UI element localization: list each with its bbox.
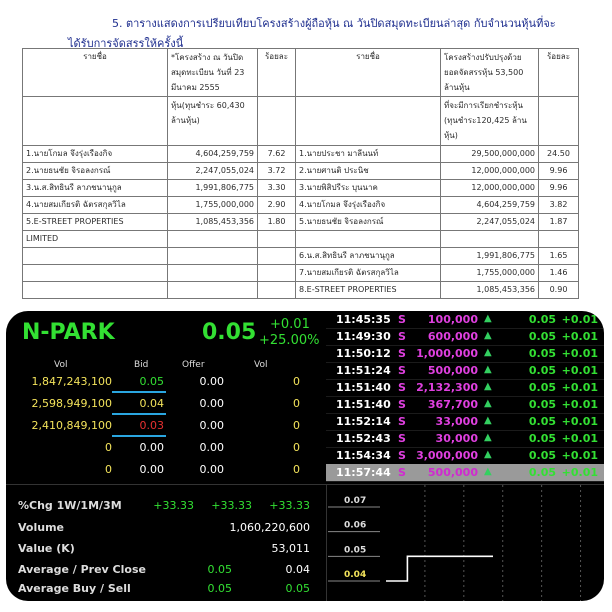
- row-name-right: 8.E-STREET PROPERTIES: [296, 282, 441, 299]
- avg-prev-label: Average / Prev Close: [18, 563, 146, 576]
- up-triangle-icon: ▲: [484, 364, 492, 375]
- tick-list[interactable]: [326, 311, 604, 483]
- row-percent-left: [258, 265, 296, 282]
- tick-time: 11:54:34: [336, 449, 391, 462]
- tick-row[interactable]: [326, 396, 604, 414]
- avg-buy-sell-label: Average Buy / Sell: [18, 582, 131, 595]
- row-shares-left: [168, 248, 258, 265]
- tick-row[interactable]: [326, 345, 604, 363]
- tick-row[interactable]: [326, 447, 604, 465]
- volume-label: Volume: [18, 521, 64, 534]
- table-row: [23, 214, 579, 231]
- row-name-right: 4.นายโกมล จึงรุ่งเรืองกิจ: [296, 197, 441, 214]
- avg-sell-value: 0.05: [285, 582, 310, 595]
- value-label: Value (K): [18, 542, 75, 555]
- col-header-bid: Bid: [134, 360, 149, 370]
- tick-row[interactable]: [326, 311, 604, 329]
- row-percent-left: 2.90: [258, 197, 296, 214]
- tick-price: 0.05: [528, 432, 556, 445]
- row-shares-right: 1,755,000,000: [441, 265, 539, 282]
- bid-volume[interactable]: 2,598,949,100: [31, 397, 112, 410]
- tick-volume: 367,700: [427, 398, 478, 411]
- row-percent-left: 3.30: [258, 180, 296, 197]
- price-change: +0.01: [270, 317, 310, 332]
- tick-volume: 500,000: [427, 364, 478, 377]
- bid-underline: [112, 391, 166, 393]
- tick-price: 0.05: [528, 449, 556, 462]
- row-name-left: LIMITED: [23, 231, 168, 248]
- offer-price[interactable]: 0.00: [199, 419, 224, 432]
- chg-1w: +33.33: [153, 499, 194, 512]
- avg-buy-value: 0.05: [207, 582, 232, 595]
- tick-price: 0.05: [528, 347, 556, 360]
- col-header-offer: Offer: [182, 360, 205, 370]
- tick-volume: 100,000: [427, 313, 478, 326]
- tick-price: 0.05: [528, 398, 556, 411]
- tick-side: S: [398, 466, 406, 479]
- bid-volume[interactable]: 1,847,243,100: [31, 375, 112, 388]
- chart-y-tick-label: 0.07: [344, 496, 367, 506]
- table-row: [23, 197, 579, 214]
- table-row: [23, 163, 579, 180]
- row-percent-left: 3.72: [258, 163, 296, 180]
- header-percent-right: ร้อยละ: [539, 49, 579, 97]
- divider: [326, 484, 327, 601]
- tick-side: S: [398, 330, 406, 343]
- tick-change: +0.01: [561, 398, 598, 411]
- bid-underline: [112, 413, 166, 415]
- shareholder-table: [22, 48, 579, 299]
- row-name-right: 5.นายธนชัย จิรอลงกรณ์: [296, 214, 441, 231]
- row-shares-right: 12,000,000,000: [441, 163, 539, 180]
- volume-value: 1,060,220,600: [229, 521, 310, 534]
- offer-volume[interactable]: 0: [293, 419, 300, 432]
- up-triangle-icon: ▲: [484, 449, 492, 460]
- table-row: [23, 146, 579, 163]
- tick-change: +0.01: [561, 381, 598, 394]
- tick-price: 0.05: [528, 330, 556, 343]
- row-name-right: 1.นายประชา มาลีนนท์: [296, 146, 441, 163]
- tick-time: 11:51:40: [336, 381, 391, 394]
- prev-close-value: 0.04: [285, 563, 310, 576]
- tick-side: S: [398, 449, 406, 462]
- chg-1m: +33.33: [211, 499, 252, 512]
- tick-time: 11:49:30: [336, 330, 391, 343]
- row-percent-right: 24.50: [539, 146, 579, 163]
- price-change-percent: +25.00%: [259, 333, 320, 348]
- header-structure-right: โครงสร้างปรับปรุงด้วยยอดจัดสรรหุ้น 53,500 ล้านหุ้น: [441, 49, 539, 97]
- bid-price[interactable]: 0.04: [139, 397, 164, 410]
- value-value: 53,011: [271, 542, 310, 555]
- document-title: 5. ตารางแสดงการเปรียบเทียบโครงสร้างผู้ถือหุ้น ณ วันปิดสมุดทะเบียนล่าสุด กับจำนวนหุ้นที่จะ: [112, 17, 556, 30]
- header-name-left: รายชื่อ: [23, 49, 168, 97]
- header-percent-left: ร้อยละ: [258, 49, 296, 97]
- row-name-left: [23, 282, 168, 299]
- row-name-right: 3.นายพิสิปรีระ บุนนาค: [296, 180, 441, 197]
- tick-volume: 1,000,000: [416, 347, 478, 360]
- row-name-left: 2.นายธนชัย จิรอลงกรณ์: [23, 163, 168, 180]
- tick-time: 11:52:43: [336, 432, 391, 445]
- stock-symbol[interactable]: N-PARK: [22, 320, 115, 345]
- row-shares-left: 1,755,000,000: [168, 197, 258, 214]
- bid-underline: [112, 435, 166, 437]
- tick-side: S: [398, 313, 406, 326]
- table-row: [23, 231, 579, 248]
- tick-side: S: [398, 364, 406, 377]
- bid-volume[interactable]: 0: [105, 463, 112, 476]
- row-percent-left: [258, 282, 296, 299]
- row-name-left: 4.นายสมเกียรติ ฉัตรสกุลวิไล: [23, 197, 168, 214]
- tick-volume: 33,000: [435, 415, 478, 428]
- row-shares-left: 4,604,259,759: [168, 146, 258, 163]
- chg-3m: +33.33: [269, 499, 310, 512]
- row-shares-left: 1,085,453,356: [168, 214, 258, 231]
- up-triangle-icon: ▲: [484, 330, 492, 341]
- bid-volume[interactable]: 2,410,849,100: [31, 419, 112, 432]
- row-name-left: 1.นายโกมล จึงรุ่งเรืองกิจ: [23, 146, 168, 163]
- chart-y-tick-label: 0.05: [344, 545, 367, 556]
- tick-change: +0.01: [561, 364, 598, 377]
- tick-time: 11:57:44: [336, 466, 391, 479]
- tick-side: S: [398, 398, 406, 411]
- row-shares-right: [441, 231, 539, 248]
- offer-price[interactable]: 0.00: [199, 375, 224, 388]
- tick-change: +0.01: [561, 313, 598, 326]
- tick-row[interactable]: [326, 328, 604, 346]
- tick-price: 0.05: [528, 381, 556, 394]
- row-percent-left: 7.62: [258, 146, 296, 163]
- average-value: 0.05: [207, 563, 232, 576]
- row-name-right: 2.นายศานติ ประนิช: [296, 163, 441, 180]
- row-shares-right: 29,500,000,000: [441, 146, 539, 163]
- row-percent-right: 0.90: [539, 282, 579, 299]
- row-shares-right: 4,604,259,759: [441, 197, 539, 214]
- stock-quote-panel: [6, 311, 604, 601]
- table-row: [23, 248, 579, 265]
- col-header-bid-vol: Vol: [54, 360, 68, 370]
- tick-price: 0.05: [528, 313, 556, 326]
- header-structure-left: *โครงสร้าง ณ วันปิดสมุดทะเบียน วันที่ 23 มีนาคม 2555: [168, 49, 258, 97]
- offer-volume[interactable]: 0: [293, 463, 300, 476]
- row-percent-left: [258, 248, 296, 265]
- bid-volume[interactable]: 0: [105, 441, 112, 454]
- row-percent-right: 1.46: [539, 265, 579, 282]
- row-percent-right: 9.96: [539, 163, 579, 180]
- tick-change: +0.01: [561, 330, 598, 343]
- table-row: [23, 180, 579, 197]
- table-row: [23, 282, 579, 299]
- up-triangle-icon: ▲: [484, 313, 492, 324]
- tick-time: 11:50:12: [336, 347, 391, 360]
- tick-change: +0.01: [561, 466, 598, 479]
- row-shares-right: 12,000,000,000: [441, 180, 539, 197]
- last-price: 0.05: [202, 320, 257, 345]
- tick-time: 11:52:14: [336, 415, 391, 428]
- chart-y-tick-label: 0.06: [344, 520, 367, 531]
- row-percent-left: 1.80: [258, 214, 296, 231]
- tick-side: S: [398, 415, 406, 428]
- offer-volume[interactable]: 0: [293, 397, 300, 410]
- tick-change: +0.01: [561, 432, 598, 445]
- row-name-right: [296, 231, 441, 248]
- row-name-left: [23, 265, 168, 282]
- offer-volume[interactable]: 0: [293, 375, 300, 388]
- up-triangle-icon: ▲: [484, 415, 492, 426]
- tick-side: S: [398, 381, 406, 394]
- tick-volume: 500,000: [427, 466, 478, 479]
- up-triangle-icon: ▲: [484, 432, 492, 443]
- tick-row[interactable]: [326, 362, 604, 380]
- row-shares-left: 1,991,806,775: [168, 180, 258, 197]
- tick-price: 0.05: [528, 415, 556, 428]
- tick-price: 0.05: [528, 364, 556, 377]
- row-percent-right: 3.82: [539, 197, 579, 214]
- up-triangle-icon: ▲: [484, 398, 492, 409]
- tick-row[interactable]: [326, 464, 604, 482]
- row-name-left: [23, 248, 168, 265]
- chart-y-tick-label: 0.04: [344, 570, 367, 580]
- row-shares-right: 1,991,806,775: [441, 248, 539, 265]
- row-shares-left: [168, 265, 258, 282]
- row-shares-left: [168, 231, 258, 248]
- tick-change: +0.01: [561, 347, 598, 360]
- offer-price[interactable]: 0.00: [199, 463, 224, 476]
- row-shares-left: 2,247,055,024: [168, 163, 258, 180]
- bid-price[interactable]: 0.00: [139, 463, 164, 476]
- tick-volume: 600,000: [427, 330, 478, 343]
- row-percent-right: 9.96: [539, 180, 579, 197]
- tick-volume: 2,132,300: [416, 381, 478, 394]
- tick-price: 0.05: [528, 466, 556, 479]
- tick-side: S: [398, 432, 406, 445]
- tick-volume: 30,000: [435, 432, 478, 445]
- units-right: ที่จะมีการเรียกชำระหุ้น (ทุนชำระ120,425 ล้านหุ้น): [441, 97, 539, 146]
- tick-volume: 3,000,000: [416, 449, 478, 462]
- tick-row[interactable]: [326, 379, 604, 397]
- tick-change: +0.01: [561, 449, 598, 462]
- intraday-price-chart: [328, 485, 604, 601]
- tick-side: S: [398, 347, 406, 360]
- units-left: หุ้น(ทุนชำระ 60,430 ล้านหุ้น): [168, 97, 258, 146]
- row-name-right: 7.นายสมเกียรติ ฉัตรสกุลวิไล: [296, 265, 441, 282]
- tick-time: 11:51:24: [336, 364, 391, 377]
- up-triangle-icon: ▲: [484, 347, 492, 358]
- col-header-offer-vol: Vol: [254, 360, 268, 370]
- row-name-left: 3.น.ส.สิทธินรี ลาภชนานุกูล: [23, 180, 168, 197]
- offer-price[interactable]: 0.00: [199, 441, 224, 454]
- header-name-right: รายชื่อ: [296, 49, 441, 97]
- tick-change: +0.01: [561, 415, 598, 428]
- document-title-continued: ได้รับการจัดสรรให้ครั้งนี้: [68, 37, 184, 50]
- tick-row[interactable]: [326, 413, 604, 431]
- row-name-right: 6.น.ส.สิทธินรี ลาภชนานุกูล: [296, 248, 441, 265]
- table-row: [23, 265, 579, 282]
- table-units-row: [23, 97, 579, 146]
- up-triangle-icon: ▲: [484, 466, 492, 477]
- bid-price[interactable]: 0.05: [139, 375, 164, 388]
- table-header-row: [23, 49, 579, 97]
- row-shares-right: 2,247,055,024: [441, 214, 539, 231]
- row-percent-left: [258, 231, 296, 248]
- tick-row[interactable]: [326, 430, 604, 448]
- up-triangle-icon: ▲: [484, 381, 492, 392]
- row-shares-right: 1,085,453,356: [441, 282, 539, 299]
- chart-price-line: [386, 556, 493, 581]
- bid-price[interactable]: 0.00: [139, 441, 164, 454]
- row-shares-left: [168, 282, 258, 299]
- row-name-left: 5.E-STREET PROPERTIES: [23, 214, 168, 231]
- tick-time: 11:51:40: [336, 398, 391, 411]
- tick-time: 11:45:35: [336, 313, 391, 326]
- offer-volume[interactable]: 0: [293, 441, 300, 454]
- row-percent-right: 1.87: [539, 214, 579, 231]
- offer-price[interactable]: 0.00: [199, 397, 224, 410]
- row-percent-right: 1.65: [539, 248, 579, 265]
- row-percent-right: [539, 231, 579, 248]
- chg-label: %Chg 1W/1M/3M: [18, 499, 122, 512]
- bid-price[interactable]: 0.03: [139, 419, 164, 432]
